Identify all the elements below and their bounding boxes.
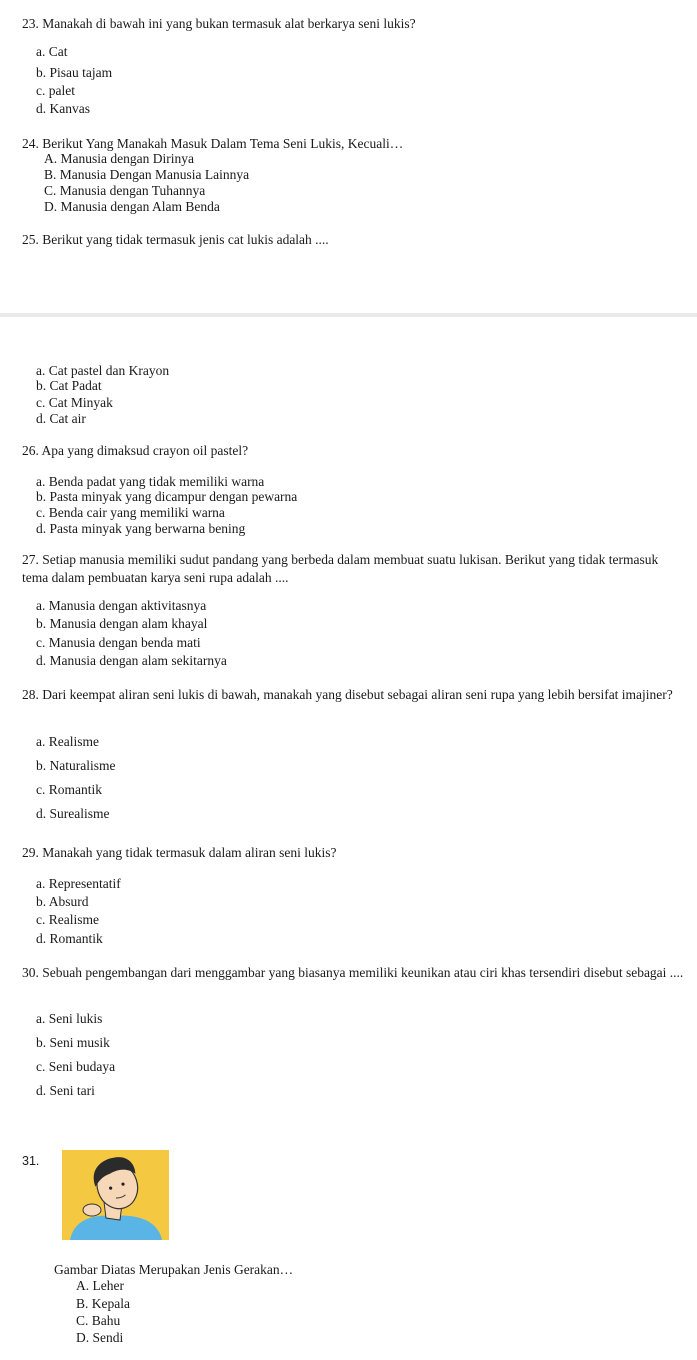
question-24-option-d[interactable]: D. Manusia dengan Alam Benda [44,199,220,214]
question-23-option-b[interactable]: b. Pisau tajam [36,65,113,80]
question-30-option-a[interactable]: a. Seni lukis [36,1011,103,1026]
question-28-option-c[interactable]: c. Romantik [36,782,102,797]
question-31-option-c[interactable]: C. Bahu [76,1313,121,1328]
question-28-option-a[interactable]: a. Realisme [36,734,99,749]
figure-hand [83,1204,101,1216]
question-28-text: 28. Dari keempat aliran seni lukis di bawah, manakah yang disebut sebagai aliran seni rupa yang lebih bersifat imajiner? [22,687,673,702]
question-31-option-d[interactable]: D. Sendi [76,1330,124,1345]
question-24-option-a[interactable]: A. Manusia dengan Dirinya [44,151,194,166]
question-29-option-c[interactable]: c. Realisme [36,912,99,927]
question-24-option-b[interactable]: B. Manusia Dengan Manusia Lainnya [44,167,250,182]
question-28-option-b[interactable]: b. Naturalisme [36,758,116,773]
question-29-text: 29. Manakah yang tidak termasuk dalam aliran seni lukis? [22,845,337,860]
question-26-option-c[interactable]: c. Benda cair yang memiliki warna [36,505,225,520]
question-24-option-c[interactable]: C. Manusia dengan Tuhannya [44,183,206,198]
question-23-option-c[interactable]: c. palet [36,83,75,98]
question-30-option-c[interactable]: c. Seni budaya [36,1059,116,1074]
question-25-option-c[interactable]: c. Cat Minyak [36,395,113,410]
question-26-option-d[interactable]: d. Pasta minyak yang berwarna bening [36,521,246,536]
question-25-option-d[interactable]: d. Cat air [36,411,86,426]
question-29-option-a[interactable]: a. Representatif [36,876,121,891]
question-24-text: 24. Berikut Yang Manakah Masuk Dalam Tema Seni Lukis, Kecuali… [22,136,404,151]
question-30-option-d[interactable]: d. Seni tari [36,1083,95,1098]
question-31-option-b[interactable]: B. Kepala [76,1296,130,1311]
question-23-option-d[interactable]: d. Kanvas [36,101,90,116]
question-31-text: Gambar Diatas Merupakan Jenis Gerakan… [54,1262,294,1277]
question-25-option-a[interactable]: a. Cat pastel dan Krayon [36,363,170,378]
question-26-option-b[interactable]: b. Pasta minyak yang dicampur dengan pewarna [36,489,298,504]
question-28-option-d[interactable]: d. Surealisme [36,806,110,821]
neck-movement-illustration [62,1150,169,1240]
question-31-option-a[interactable]: A. Leher [76,1278,124,1293]
question-25-text: 25. Berikut yang tidak termasuk jenis cat lukis adalah .... [22,232,329,247]
question-30-text: 30. Sebuah pengembangan dari menggambar yang biasanya memiliki keunikan atau ciri khas tersendiri disebut sebagai .... [22,965,684,980]
question-29-option-d[interactable]: d. Romantik [36,931,103,946]
question-27-option-b[interactable]: b. Manusia dengan alam khayal [36,616,208,631]
question-30-option-b[interactable]: b. Seni musik [36,1035,110,1050]
question-26-option-a[interactable]: a. Benda padat yang tidak memiliki warna [36,474,265,489]
question-26-text: 26. Apa yang dimaksud crayon oil pastel? [22,443,249,458]
question-27-option-c[interactable]: c. Manusia dengan benda mati [36,635,201,650]
question-27-text: 27. Setiap manusia memiliki sudut pandang yang berbeda dalam membuat suatu lukisan. Berikut yang tidak termasuk tema dalam pembuatan karya seni rupa adalah .... [22,552,659,585]
question-23-text: 23. Manakah di bawah ini yang bukan termasuk alat berkarya seni lukis? [22,16,416,31]
page-divider [0,313,697,317]
question-31-number: 31. [22,1154,40,1168]
question-27-option-a[interactable]: a. Manusia dengan aktivitasnya [36,598,207,613]
question-25-option-b[interactable]: b. Cat Padat [36,378,102,393]
question-29-option-b[interactable]: b. Absurd [36,894,89,909]
question-23-option-a[interactable]: a. Cat [36,44,68,59]
question-27-option-d[interactable]: d. Manusia dengan alam sekitarnya [36,653,227,668]
